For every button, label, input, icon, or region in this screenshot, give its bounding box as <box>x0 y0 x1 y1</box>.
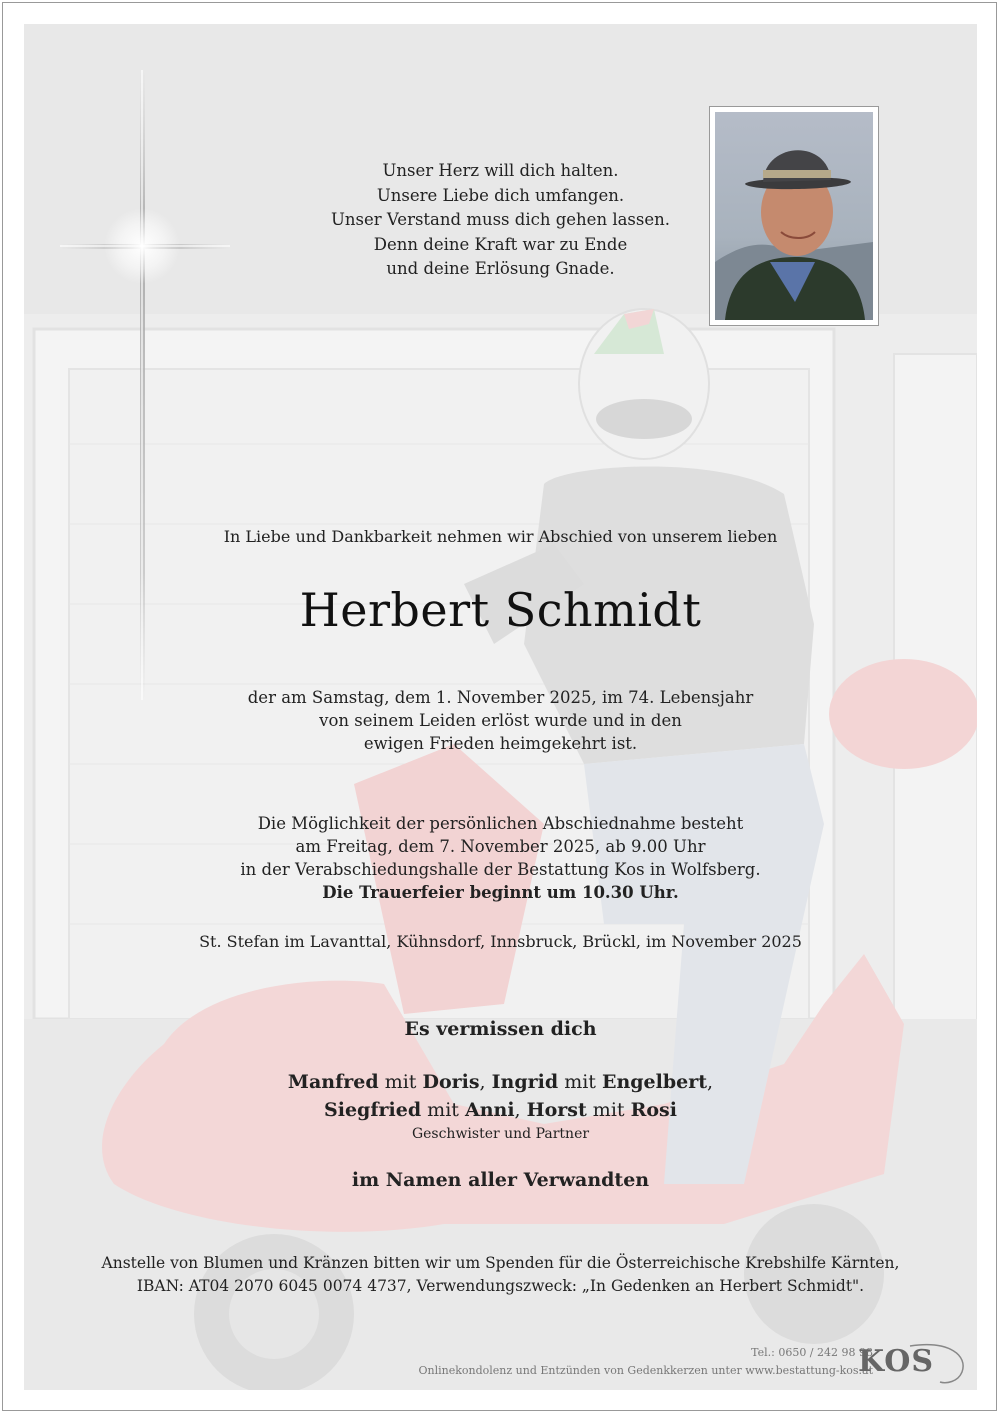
death-line: von seinem Leiden erlöst wurde und in den <box>319 711 682 730</box>
deceased-name: Herbert Schmidt <box>299 583 702 637</box>
connector: mit <box>384 1071 417 1093</box>
poem <box>0 159 1001 282</box>
mourners-line: Siegfried mit Anni, Horst mit Rosi <box>324 1099 677 1121</box>
connector: mit <box>592 1099 625 1121</box>
mourner-name: Doris <box>422 1071 480 1093</box>
mourner-name: Anni <box>464 1099 515 1121</box>
donation-request <box>0 1252 1001 1298</box>
mourners-line: Manfred mit Doris, Ingrid mit Engelbert, <box>287 1071 714 1093</box>
all-relatives: im Namen aller Verwandten <box>351 1169 650 1191</box>
mourner-name: Manfred <box>287 1071 379 1093</box>
footer-phone: Tel.: 0650 / 242 98 98 <box>751 1346 873 1359</box>
ceremony-time: Die Trauerfeier beginnt um 10.30 Uhr. <box>322 883 679 902</box>
relation-note: Geschwister und Partner <box>411 1126 590 1142</box>
mourner-name: Rosi <box>630 1099 677 1121</box>
death-line: ewigen Frieden heimgekehrt ist. <box>363 734 638 753</box>
footer-condolence: Onlinekondolenz und Entzünden von Gedenkkerzen unter www.bestattung-kos.at <box>418 1364 873 1377</box>
intro-line: In Liebe und Dankbarkeit nehmen wir Abschied von unserem lieben <box>223 527 778 546</box>
mourner-name: Engelbert <box>601 1071 708 1093</box>
mourner-name: Horst <box>526 1099 587 1121</box>
farewell-line: am Freitag, dem 7. November 2025, ab 9.00 Uhr <box>295 837 706 856</box>
death-notice <box>0 686 1001 755</box>
mourner-name: Siegfried <box>324 1099 422 1121</box>
logo-text: KOS <box>858 1344 935 1379</box>
poem-line: Unser Verstand muss dich gehen lassen. <box>331 210 670 229</box>
poem-line: Unsere Liebe dich umfangen. <box>376 185 625 205</box>
mourners-list <box>0 1068 1001 1124</box>
places-date: St. Stefan im Lavanttal, Kühnsdorf, Innsbruck, Brückl, im November 2025 <box>199 932 802 951</box>
death-line: der am Samstag, dem 1. November 2025, im 74. Lebensjahr <box>247 688 754 707</box>
farewell-info <box>0 812 1001 904</box>
kos-logo <box>854 1338 974 1386</box>
connector: mit <box>427 1099 459 1121</box>
poem-line: Denn deine Kraft war zu Ende <box>373 234 628 254</box>
mourners-heading: Es vermissen dich <box>404 1018 597 1040</box>
poem-line: Unser Herz will dich halten. <box>382 161 619 180</box>
donation-line: IBAN: AT04 2070 6045 0074 4737, Verwendungszweck: „In Gedenken an Herbert Schmidt". <box>136 1277 865 1295</box>
connector: mit <box>564 1071 596 1093</box>
mourner-name: Ingrid <box>491 1071 559 1093</box>
donation-line: Anstelle von Blumen und Kränzen bitten wir um Spenden für die Österreichische Krebshilfe Kärnten, <box>101 1254 900 1272</box>
poem-line: und deine Erlösung Gnade. <box>386 259 615 278</box>
farewell-line: in der Verabschiedungshalle der Bestattung Kos in Wolfsberg. <box>240 860 761 879</box>
farewell-line: Die Möglichkeit der persönlichen Abschiednahme besteht <box>257 814 744 833</box>
footer <box>419 1344 874 1380</box>
